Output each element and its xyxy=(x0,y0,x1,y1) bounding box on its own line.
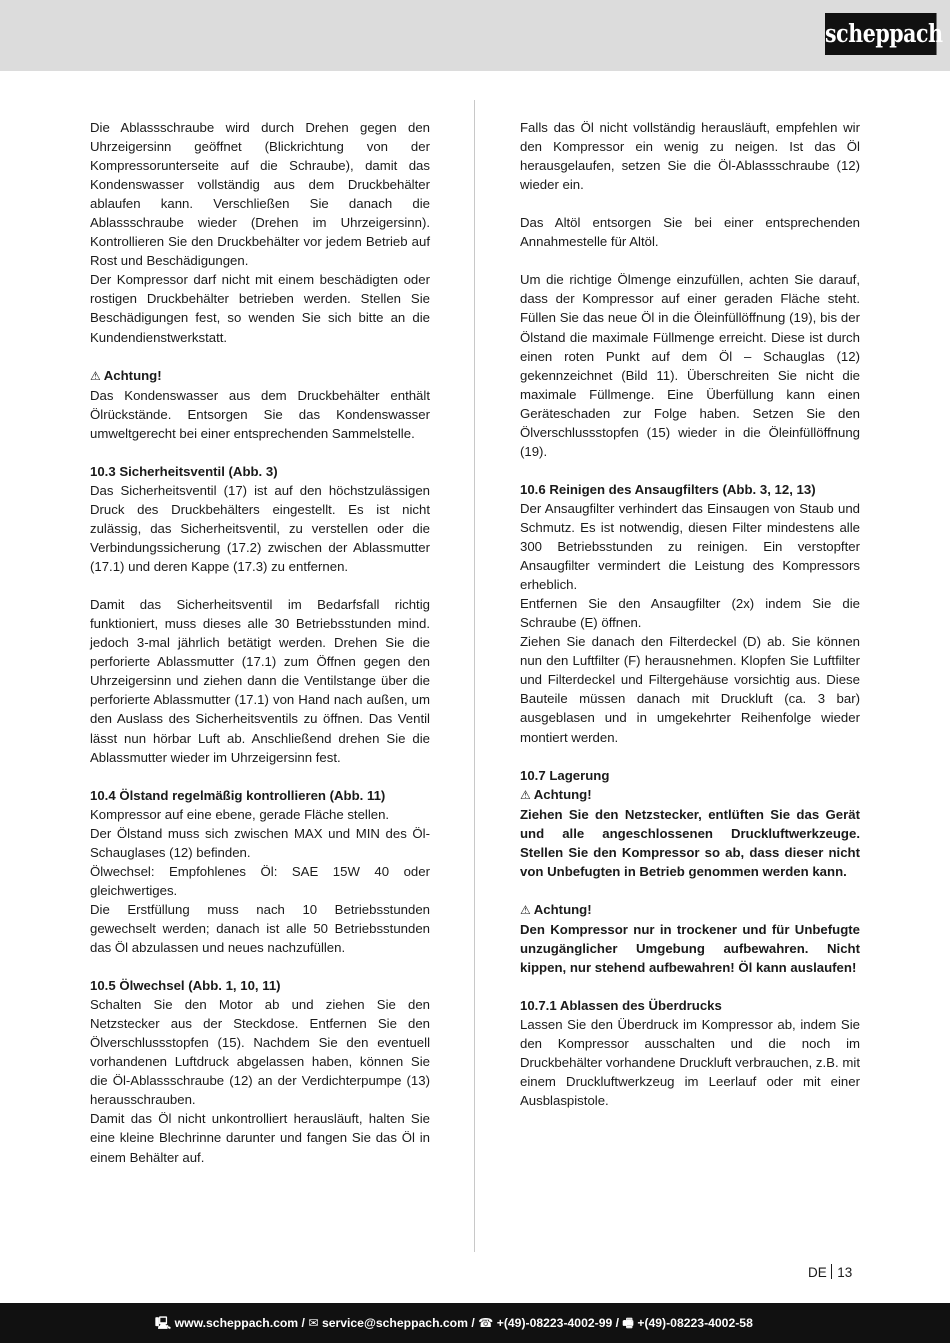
warning-icon: ⚠ xyxy=(520,902,531,917)
language-code: DE xyxy=(808,1265,827,1280)
footer-email-link[interactable]: service@scheppach.com xyxy=(321,1316,468,1330)
paragraph: Um die richtige Ölmenge einzufüllen, achten Sie darauf, dass der Kompressor auf einer geraden Fläche steht. Füllen Sie das neue Öl in die Öleinfüllöffnung (19), bis der Ölstand die maximale Füllmenge erreicht. Diese ist durch einen roten Punkt auf dem Öl – Schauglas (12) gekennzeichnet (Bild 11). Überschreiten Sie nicht die maximale Füllmenge. Eine Überfüllung kann einen Geräteschaden zur Folge haben. Setzen Sie den Ölverschlussstopfen (15) wieder in die Öleinfüllöffnung (19). xyxy=(520,272,860,459)
column-divider xyxy=(474,100,475,1252)
paragraph: Das Sicherheitsventil (17) ist auf den höchstzulässigen Druck des Druckbehälters eingestellt. Es ist nicht zulässig, das Sicherheitsventil, zu verstellen oder die Verbindungssicherung (17.2) zwischen der Ablassmutter (17.1) und deren Kappe (17.3) zu entfernen. xyxy=(90,482,430,575)
footer-separator: / xyxy=(615,1316,620,1330)
warning-heading: ⚠ Achtung! xyxy=(520,786,592,802)
page-number-value: 13 xyxy=(837,1265,853,1280)
warning-text: Den Kompressor nur in trockener und für Unbefugte unzugänglicher Umgebung aufbewahren. Nicht kippen, nur stehend aufbewahren! Öl kann auslaufen! xyxy=(520,921,860,976)
paragraph: Das Kondenswasser aus dem Druckbehälter enthält Ölrückstände. Entsorgen Sie das Kondenswasser umweltgerecht bei einer entsprechenden Sammelstelle. xyxy=(90,387,430,441)
page-number xyxy=(808,1264,852,1282)
page-number-separator xyxy=(831,1264,833,1279)
paragraph: Der Kompressor darf nicht mit einem beschädigten oder rostigen Druckbehälter betrieben werden. Stellen Sie Beschädigungen fest, so wenden Sie sich bitte an die Kundendienstwerkstatt. xyxy=(90,272,430,345)
paragraph: Falls das Öl nicht vollständig herausläuft, empfehlen wir den Kompressor ein wenig zu neigen. Ist das Öl herausgelaufen, setzen Sie die Öl-Ablassschraube (12) wieder ein. xyxy=(520,120,860,193)
computer-icon: 🖳 xyxy=(155,1316,172,1330)
phone-icon: ☎ xyxy=(478,1316,494,1330)
section-heading: 10.5 Ölwechsel (Abb. 1, 10, 11) xyxy=(90,978,281,994)
paragraph: Damit das Öl nicht unkontrolliert herausläuft, halten Sie eine kleine Blechrinne darunter und fangen Sie das Öl in einem Behälter auf. xyxy=(90,1111,430,1165)
header-band xyxy=(0,0,950,71)
right-column xyxy=(520,118,860,1110)
fax-icon: 🖷 xyxy=(622,1316,634,1330)
footer-contacts xyxy=(155,1303,753,1343)
paragraph: Der Ansaugfilter verhindert das Einsaugen von Staub und Schmutz. Es ist notwendig, diesen Filter mindestens alle 300 Betriebsstunden zu reinigen. Ein verstopfter Ansaugfilter vermindert die Leistung des Kompressors erheblich. xyxy=(520,500,860,593)
paragraph: Entfernen Sie den Ansaugfilter (2x) indem Sie die Schraube (E) öffnen. xyxy=(520,596,860,631)
paragraph: Lassen Sie den Überdruck im Kompressor ab, indem Sie den Kompressor ausschalten und die noch im Druckbehälter vorhandene Druckluft verbrauchen, z.B. mit einem Druckluftwerkzeug im Leerlauf oder mit einer Ausblaspistole. xyxy=(520,1017,860,1109)
paragraph: Ölwechsel: Empfohlenes Öl: SAE 15W 40 oder gleichwertiges. xyxy=(90,863,430,898)
footer-separator: / xyxy=(301,1316,305,1330)
warning-text: Ziehen Sie den Netzstecker, entlüften Sie das Gerät und alle angeschlossenen Druckluftwerkzeuge. Stellen Sie den Kompressor so ab, dass dieser nicht von Unbefugten in Betrieb genommen werden kann. xyxy=(520,806,860,879)
footer-fax: +(49)-08223-4002-58 xyxy=(637,1316,753,1330)
section-heading: 10.3 Sicherheitsventil (Abb. 3) xyxy=(90,463,278,479)
paragraph: Schalten Sie den Motor ab und ziehen Sie den Netzstecker aus der Steckdose. Entfernen Sie den Ölverschlussstopfen (15). Nachdem Sie den eventuell vorhandenen Luftdruck abgelassen haben, können Sie die Öl-Ablassschraube (12) an der Verdichterpumpe (13) herausschrauben. xyxy=(90,997,430,1108)
footer-separator: / xyxy=(471,1316,475,1330)
paragraph: Kompressor auf eine ebene, gerade Fläche stellen. xyxy=(90,806,390,822)
footer-phone: +(49)-08223-4002-99 xyxy=(496,1316,613,1330)
paragraph: Die Ablassschraube wird durch Drehen gegen den Uhrzeigersinn geöffnet (Blickrichtung von der Kompressorunterseite auf die Schraube), damit das Kondenswasser vollständig aus dem Druckbehälter ablaufen kann. Verschließen Sie danach die Ablassschraube wieder (Drehen im Uhrzeigersinn). Kontrollieren Sie den Druckbehälter vor jedem Betrieb auf Rost und Beschädigungen. xyxy=(90,120,430,269)
scheppach-logo: scheppach xyxy=(825,13,937,55)
warning-icon: ⚠ xyxy=(520,787,531,802)
warning-icon: ⚠ xyxy=(90,368,101,383)
paragraph: Ziehen Sie danach den Filterdeckel (D) ab. Sie können nun den Luftfilter (F) herausnehmen. Klopfen Sie Luftfilter und Filterdeckel und Filtergehäuse vorsichtig aus. Diese Bauteile müssen danach mit Druckluft (ca. 3 bar) ausgeblasen und in umgekehrter Reihenfolge wieder montiert werden. xyxy=(520,634,860,745)
paragraph: Damit das Sicherheitsventil im Bedarfsfall richtig funktioniert, muss dieses alle 30 Betriebsstunden mind. jedoch 3-mal jährlich betätigt werden. Drehen Sie die perforierte Ablassmutter (17.1) zum Öffnen gegen den Uhrzeigersinn und ziehen dann die Ventilstange über die perforierte Ablassmutter (17.1) von Hand nach außen, um den Auslass des Sicherheitsventils zu öffnen. Das Ventil lässt nun hörbar Luft ab. Anschließend drehen Sie die Ablassmutter wieder im Uhrzeigersinn fest. xyxy=(90,597,430,765)
paragraph: Die Erstfüllung muss nach 10 Betriebsstunden gewechselt werden; danach ist alle 50 Betriebsstunden das Öl abzulassen und neues nachzufüllen. xyxy=(90,901,430,956)
email-icon: ✉ xyxy=(308,1316,319,1330)
warning-heading: ⚠ Achtung! xyxy=(520,901,592,917)
section-heading: 10.4 Ölstand regelmäßig kontrollieren (Abb. 11) xyxy=(90,787,386,803)
paragraph: Der Ölstand muss sich zwischen MAX und MIN des Öl-Schauglases (12) befinden. xyxy=(90,825,430,860)
paragraph: Das Altöl entsorgen Sie bei einer entsprechenden Annahmestelle für Altöl. xyxy=(520,215,860,250)
section-heading: 10.6 Reinigen des Ansaugfilters (Abb. 3, 12, 13) xyxy=(520,481,816,497)
section-heading: 10.7 Lagerung xyxy=(520,767,610,783)
footer-web-link[interactable]: www.scheppach.com xyxy=(174,1316,299,1330)
warning-heading: ⚠ Achtung! xyxy=(90,367,162,383)
left-column xyxy=(90,118,430,1167)
footer xyxy=(0,1303,950,1343)
section-heading: 10.7.1 Ablassen des Überdrucks xyxy=(520,998,722,1014)
